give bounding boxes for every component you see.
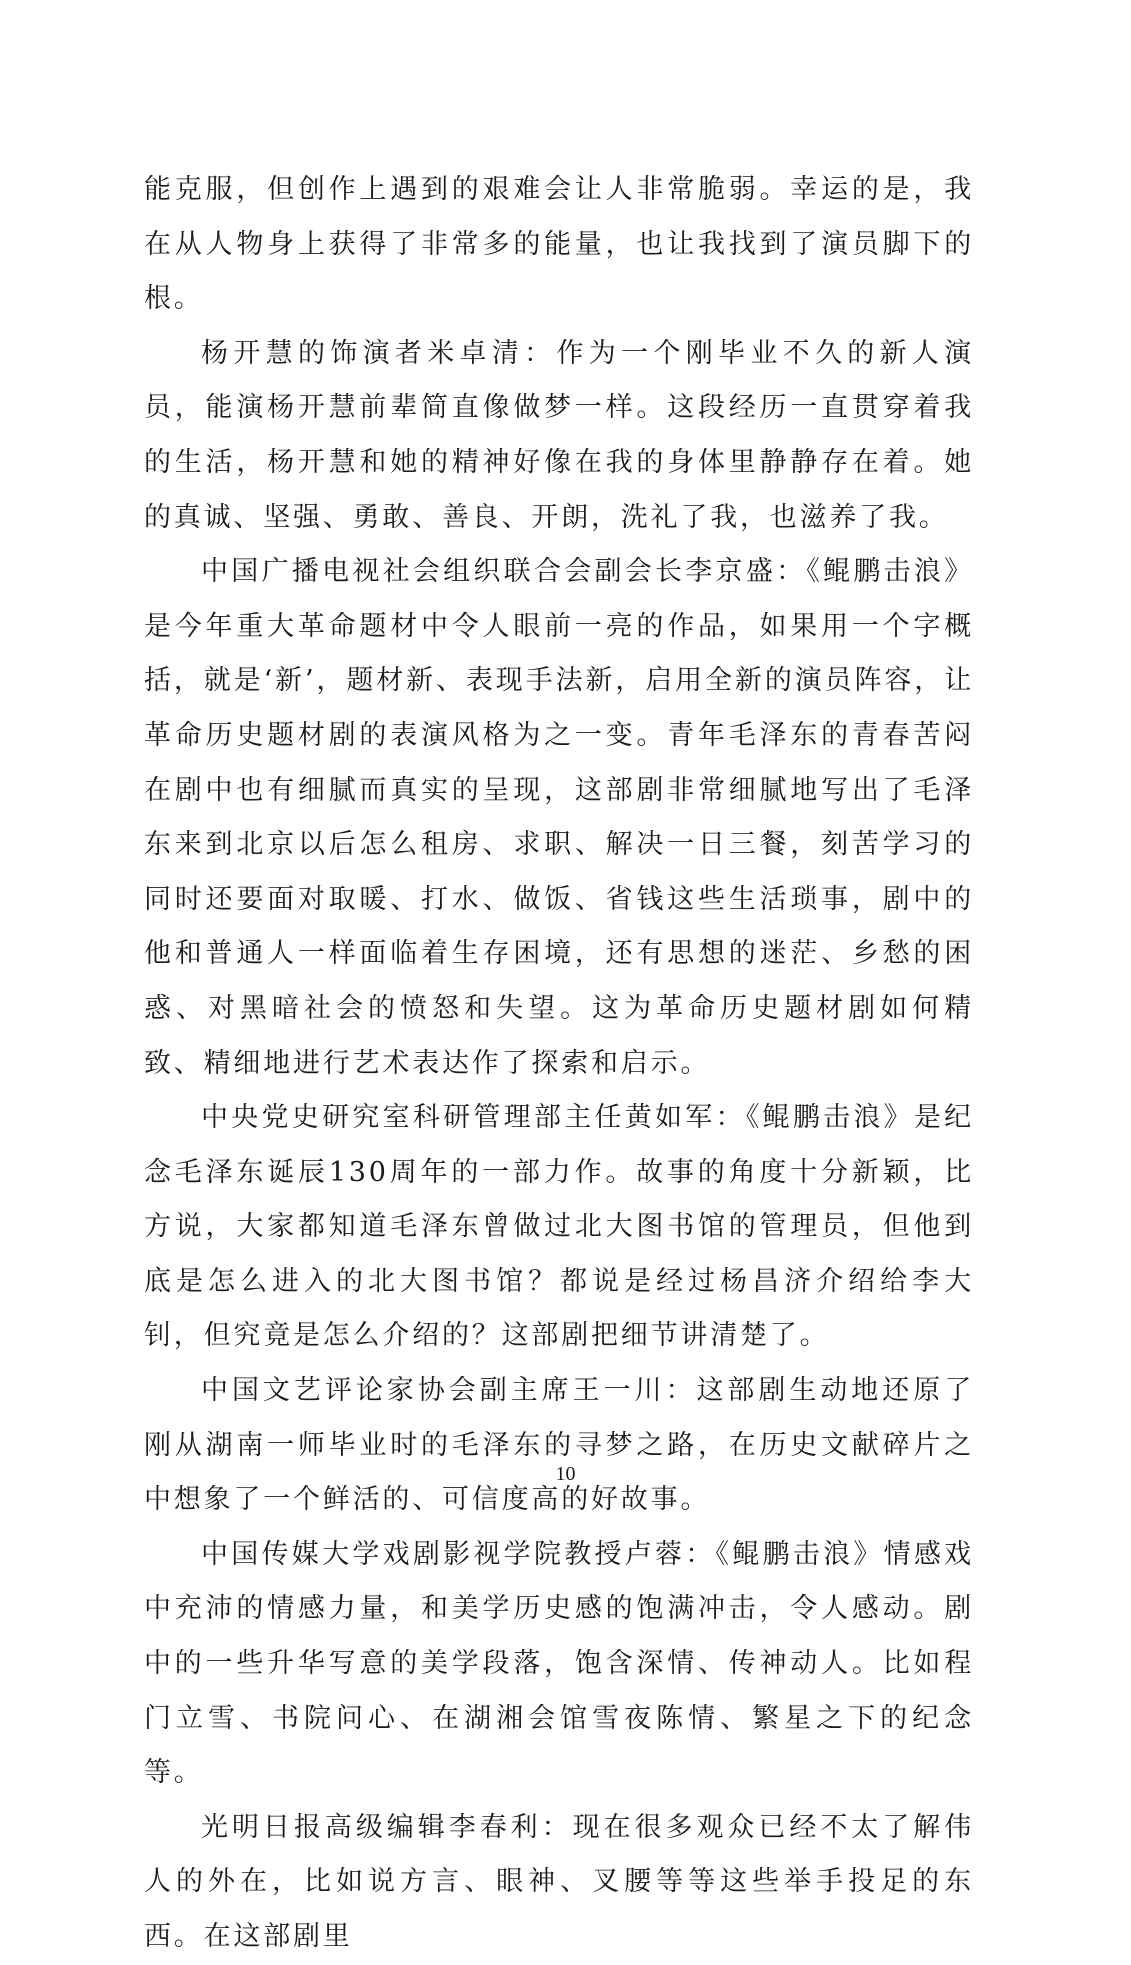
body-text [144, 163, 974, 1965]
paragraph: 能克服，但创作上遇到的艰难会让人非常脆弱。幸运的是，我在从人物身上获得了非常多的能量，也让我找到了演员脚下的根。 [144, 174, 974, 315]
paragraph: 中国文艺评论家协会副主席王一川：这部剧生动地还原了刚从湖南一师毕业时的毛泽东的寻梦之路，在历史文献碎片之中想象了一个鲜活的、可信度高的好故事。 [144, 1375, 974, 1516]
paragraph: 杨开慧的饰演者米卓清：作为一个刚毕业不久的新人演员，能演杨开慧前辈简直像做梦一样。这段经历一直贯穿着我的生活，杨开慧和她的精神好像在我的身体里静静存在着。她的真诚、坚强、勇敢、善良、开朗，洗礼了我，也滋养了我。 [144, 337, 974, 533]
paragraph: 中国广播电视社会组织联合会副会长李京盛：《鲲鹏击浪》是今年重大革命题材中令人眼前一亮的作品，如果用一个字概括，就是‘新’，题材新、表现手法新，启用全新的演员阵容，让革命历史题材剧的表演风格为之一变。青年毛泽东的青春苦闷在剧中也有细腻而真实的呈现，这部剧非常细腻地写出了毛泽东来到北京以后怎么租房、求职、解决一日三餐，刻苦学习的同时还要面对取暖、打水、做饭、省钱这些生活琐事，剧中的他和普通人一样面临着生存困境，还有思想的迷茫、乡愁的困惑、对黑暗社会的愤怒和失望。这为革命历史题材剧如何精致、精细地进行艺术表达作了探索和启示。 [144, 556, 974, 1079]
paragraph: 中国传媒大学戏剧影视学院教授卢蓉：《鲲鹏击浪》情感戏中充沛的情感力量，和美学历史感的饱满冲击，令人感动。剧中的一些升华写意的美学段落，饱含深情、传神动人。比如程门立雪、书院问心、在湖湘会馆雪夜陈情、繁星之下的纪念等。 [144, 1538, 974, 1789]
paragraph: 中央党史研究室科研管理部主任黄如军：《鲲鹏击浪》是纪念毛泽东诞辰130周年的一部力作。故事的角度十分新颖，比方说，大家都知道毛泽东曾做过北大图书馆的管理员，但他到底是怎么进入的北大图书馆？都说是经过杨昌济介绍给李大钊，但究竟是怎么介绍的？这部剧把细节讲清楚了。 [144, 1102, 974, 1352]
paragraph: 光明日报高级编辑李春利：现在很多观众已经不太了解伟人的外在，比如说方言、眼神、叉腰等等这些举手投足的东西。在这部剧里 [144, 1811, 974, 1952]
page-number: 10 [555, 1463, 576, 1485]
